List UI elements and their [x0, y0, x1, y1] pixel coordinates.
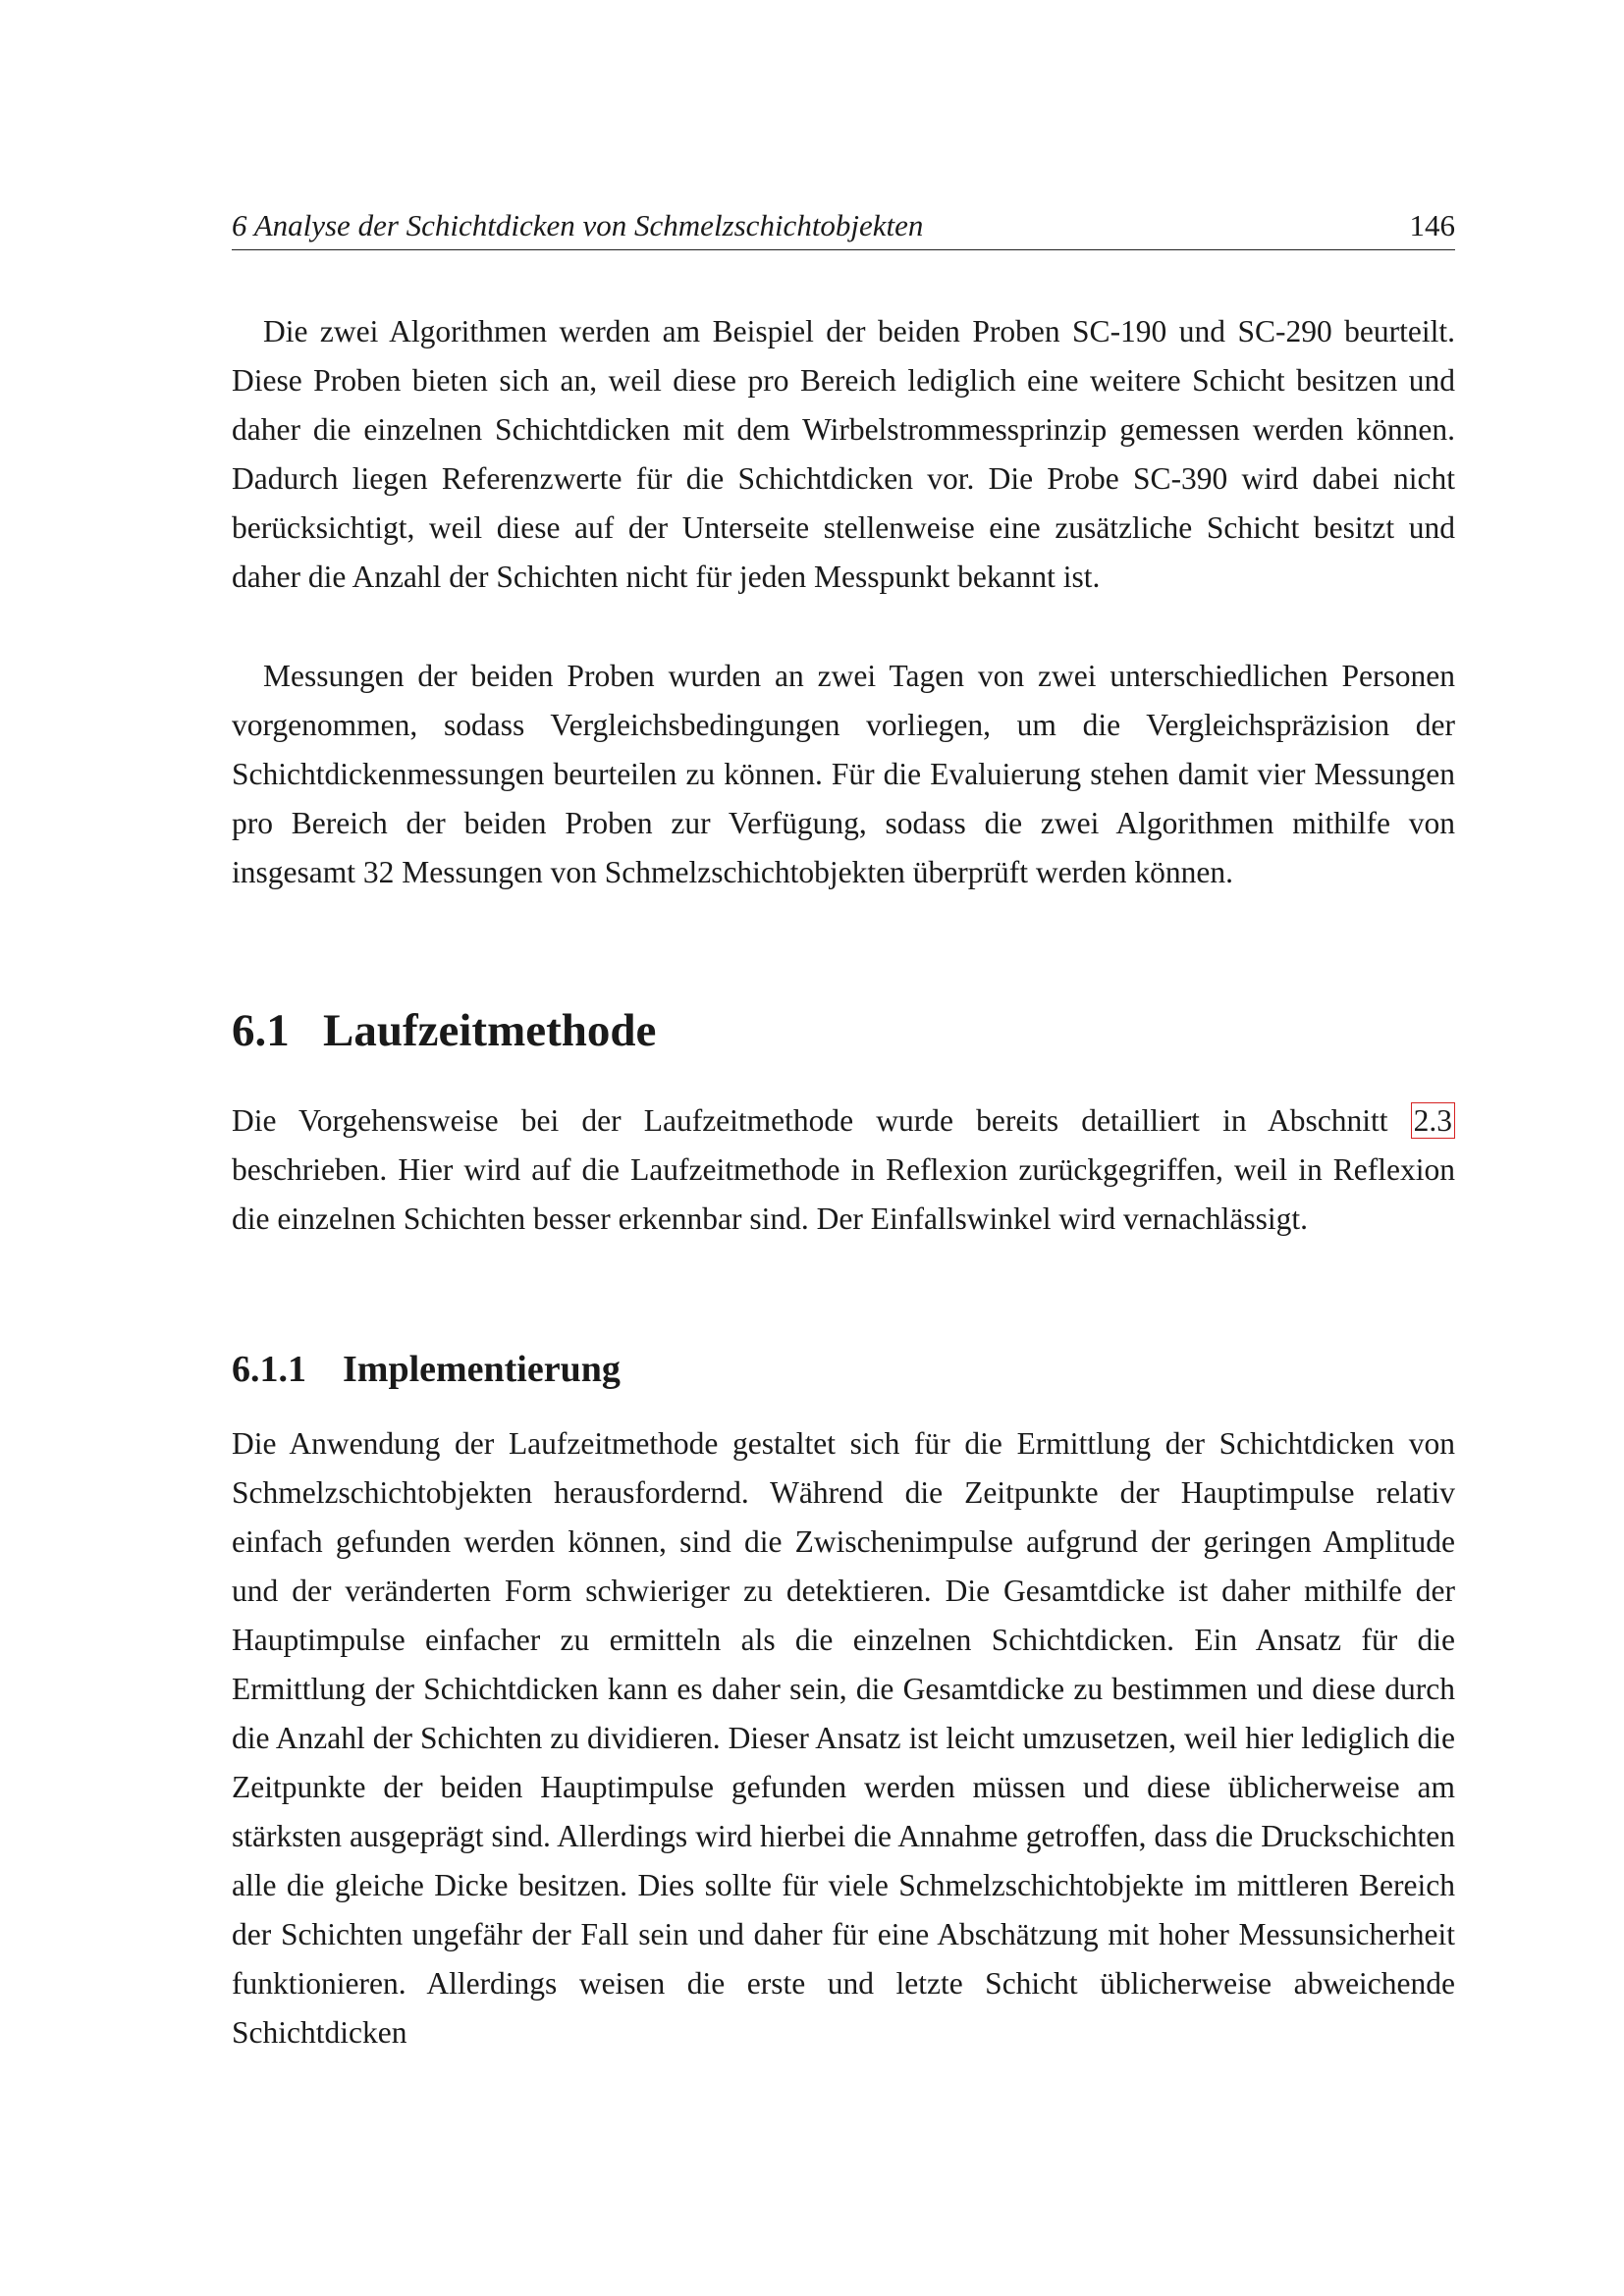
page-number: 146: [1409, 208, 1455, 242]
section-heading: [232, 1004, 656, 1057]
subsection-title: Implementierung: [343, 1349, 621, 1390]
intro-paragraph-1: [232, 307, 1455, 602]
chapter-title: 6 Analyse der Schichtdicken von Schmelzschichtobjekten: [232, 208, 924, 242]
running-header: [232, 202, 1455, 250]
section-paragraph: [232, 1096, 1455, 1244]
subsection-paragraph: [232, 1419, 1455, 2057]
subsection-number: 6.1.1: [232, 1349, 306, 1390]
intro-paragraph-2-text: Messungen der beiden Proben wurden an zwei Tagen von zwei unterschiedlichen Personen vorgenommen, sodass Vergleichsbedingungen vorliegen, um die Vergleichspräzision der Schichtdickenmessungen beurteilen zu können. Für die Evaluierung stehen damit vier Messungen pro Bereich der beiden Proben zur Verfügung, sodass die zwei Algorithmen mithilfe von insgesamt 32 Messungen von Schmelzschichtobjekten überprüft werden können.: [232, 659, 1455, 889]
section-text-before-ref: Die Vorgehensweise bei der Laufzeitmethode wurde bereits detailliert in Abschnitt: [232, 1103, 1411, 1138]
section-reference-link[interactable]: 2.3: [1411, 1102, 1455, 1139]
intro-paragraph-2: [232, 652, 1455, 897]
section-title: Laufzeitmethode: [323, 1005, 657, 1056]
subsection-heading: [232, 1348, 621, 1391]
section-text-after-ref: beschrieben. Hier wird auf die Laufzeitmethode in Reflexion zurückgegriffen, weil in Reflexion die einzelnen Schichten besser erkennbar sind. Der Einfallswinkel wird vernachlässigt.: [232, 1152, 1455, 1236]
intro-paragraph-1-text: Die zwei Algorithmen werden am Beispiel der beiden Proben SC-190 und SC-290 beurteilt. Diese Proben bieten sich an, weil diese pro Bereich lediglich eine weitere Schicht besitzen und daher die einzelnen Schichtdicken mit dem Wirbelstrommessprinzip gemessen werden können. Dadurch liegen Referenzwerte für die Schichtdicken vor. Die Probe SC-390 wird dabei nicht berücksichtigt, weil diese auf der Unterseite stellenweise eine zusätzliche Schicht besitzt und daher die Anzahl der Schichten nicht für jeden Messpunkt bekannt ist.: [232, 314, 1455, 594]
section-number: 6.1: [232, 1005, 290, 1056]
subsection-paragraph-text: Die Anwendung der Laufzeitmethode gestaltet sich für die Ermittlung der Schichtdicken von Schmelzschichtobjekten herausfordernd. Während die Zeitpunkte der Hauptimpulse relativ einfach gefunden werden können, sind die Zwischenimpulse aufgrund der geringen Amplitude und der veränderten Form schwieriger zu detektieren. Die Gesamtdicke ist daher mithilfe der Hauptimpulse einfacher zu ermitteln als die einzelnen Schichtdicken. Ein Ansatz für die Ermittlung der Schichtdicken kann es daher sein, die Gesamtdicke zu bestimmen und diese durch die Anzahl der Schichten zu dividieren. Dieser Ansatz ist leicht umzusetzen, weil hier lediglich die Zeitpunkte der beiden Hauptimpulse gefunden werden müssen und diese üblicherweise am stärksten ausgeprägt sind. Allerdings wird hierbei die Annahme getroffen, dass die Druckschichten alle die gleiche Dicke besitzen. Dies sollte für viele Schmelzschichtobjekte im mittleren Bereich der Schichten ungefähr der Fall sein und daher für eine Abschätzung mit hoher Messunsicherheit funktionieren. Allerdings weisen die erste und letzte Schicht üblicherweise abweichende Schichtdicken: [232, 1426, 1455, 2050]
